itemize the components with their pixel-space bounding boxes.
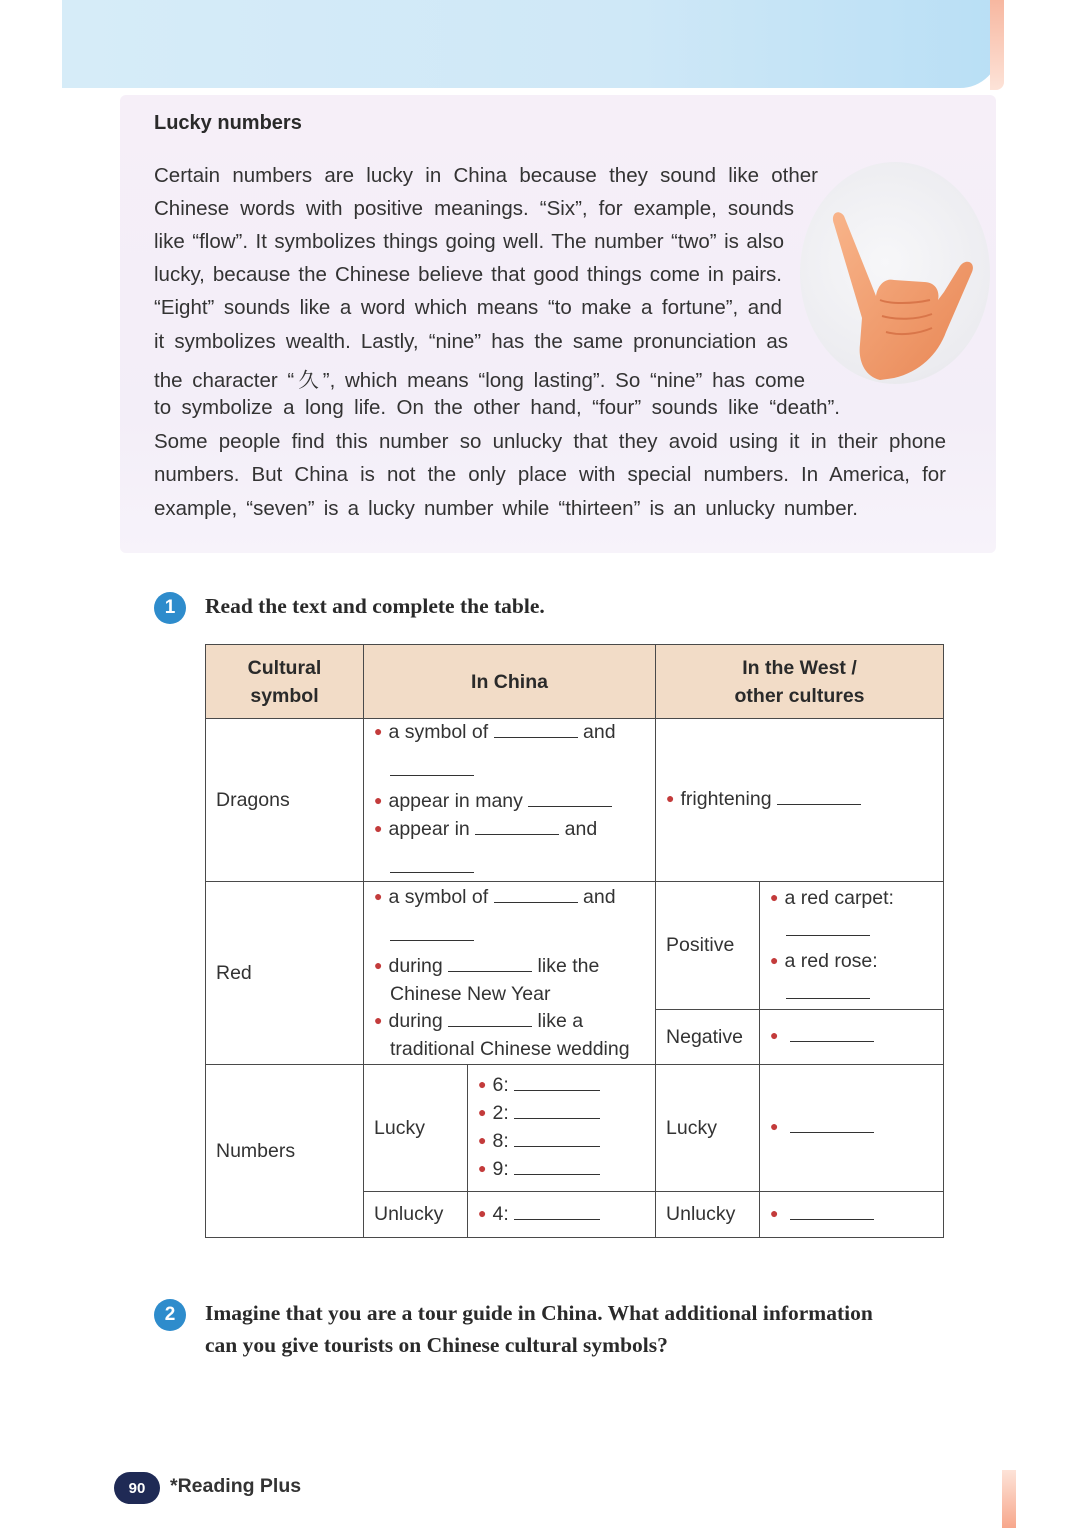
question-2-text-line2: can you give tourists on Chinese cultural symbols?: [205, 1333, 668, 1357]
answer-blank[interactable]: [448, 1008, 532, 1027]
page-number-badge: 90: [114, 1472, 160, 1504]
bullet-dot-icon: ●: [770, 1027, 779, 1043]
passage-line: example, “seven” is a lucky number while “thirteen” is an unlucky number.: [154, 497, 858, 520]
bullet-dot-icon: ●: [478, 1204, 487, 1221]
cell-text: like a: [537, 1009, 584, 1032]
cell-text: 4:: [492, 1202, 509, 1225]
cell-text: a symbol of: [388, 721, 489, 743]
bullet-dot-icon: ●: [374, 887, 383, 904]
passage-line: Chinese words with positive meanings. “Six”, for example, sounds: [154, 197, 794, 220]
red-china-cell: [364, 882, 656, 1065]
cell-text: a red rose:: [784, 949, 878, 972]
bullet-dot-icon: ●: [478, 1076, 487, 1092]
answer-blank[interactable]: [777, 786, 861, 805]
bullet-dot-icon: ●: [770, 951, 779, 968]
cell-text: traditional Chinese wedding: [390, 1037, 630, 1060]
cell-text: and: [583, 721, 616, 743]
bullet-dot-icon: ●: [770, 888, 779, 905]
numbers-west-unlucky-cell: [760, 1192, 944, 1238]
answer-blank[interactable]: [786, 980, 870, 999]
answer-blank[interactable]: [790, 1114, 874, 1133]
passage-line: Some people find this number so unlucky that they avoid using it in their phone: [154, 430, 946, 453]
passage-line: “Eight” sounds like a word which means “to make a fortune”, and: [154, 296, 782, 319]
cell-text: appear in many: [388, 790, 523, 812]
answer-blank[interactable]: [390, 922, 474, 941]
section-name: *Reading Plus: [170, 1475, 302, 1497]
red-negative-cell: [760, 1010, 944, 1065]
answer-blank[interactable]: [786, 917, 870, 936]
cell-text: appear in: [388, 818, 470, 840]
dragons-west-cell: [656, 719, 944, 882]
cell-text: 6:: [492, 1074, 509, 1096]
passage-line: it symbolizes wealth. Lastly, “nine” has the same pronunciation as: [154, 330, 788, 353]
question-2-text-line1: Imagine that you are a tour guide in China. What additional information: [205, 1301, 873, 1325]
row-label-numbers: Numbers: [206, 1065, 364, 1238]
top-header-band: [62, 0, 1000, 88]
row-label-dragons: Dragons: [206, 719, 364, 882]
header-text: symbol: [250, 684, 319, 707]
numbers-west-lucky-label: Lucky: [656, 1065, 760, 1192]
answer-blank[interactable]: [475, 816, 559, 835]
reading-title: Lucky numbers: [154, 112, 302, 134]
answer-blank[interactable]: [494, 884, 578, 903]
answer-blank[interactable]: [790, 1023, 874, 1042]
header-text: Cultural: [247, 656, 322, 679]
bullet-dot-icon: ●: [478, 1104, 487, 1120]
answer-blank[interactable]: [514, 1128, 600, 1147]
table-row-numbers: [206, 1065, 944, 1192]
cell-text: Chinese New Year: [390, 982, 551, 1005]
cell-text: during: [388, 1009, 443, 1032]
numbers-china-unlucky-label: Unlucky: [364, 1192, 468, 1238]
numbers-china-lucky-label: Lucky: [364, 1065, 468, 1192]
red-negative-label: Negative: [656, 1010, 760, 1065]
passage-line: Certain numbers are lucky in China because they sound like other: [154, 164, 818, 187]
cell-text: 8:: [492, 1130, 509, 1152]
answer-blank[interactable]: [514, 1072, 600, 1091]
bullet-dot-icon: ●: [666, 790, 675, 806]
table-header-row: [206, 645, 944, 719]
answer-blank[interactable]: [514, 1156, 600, 1175]
answer-blank[interactable]: [390, 757, 474, 776]
answer-blank[interactable]: [514, 1201, 600, 1220]
bullet-dot-icon: ●: [374, 820, 383, 836]
bullet-dot-icon: ●: [374, 956, 383, 973]
header-text: other cultures: [734, 684, 865, 707]
numbers-west-lucky-cell: [760, 1065, 944, 1192]
answer-blank[interactable]: [790, 1201, 874, 1220]
answer-blank[interactable]: [448, 953, 532, 972]
table-row-red: [206, 882, 944, 1010]
hand-gesture-six-icon: [820, 200, 980, 390]
passage-line: lucky, because the Chinese believe that good things come in pairs.: [154, 263, 782, 286]
bullet-dot-icon: ●: [478, 1160, 487, 1176]
header-in-the-west: [656, 645, 944, 719]
numbers-china-unlucky-cell: [468, 1192, 656, 1238]
page-edge-accent: [1002, 1470, 1016, 1528]
bullet-dot-icon: ●: [374, 1011, 383, 1028]
cell-text: like the: [537, 954, 600, 977]
passage-line: like “flow”. It symbolizes things going well. The number “two” is also: [154, 230, 784, 253]
cell-text: a red carpet:: [784, 886, 894, 909]
numbers-china-lucky-cell: [468, 1065, 656, 1192]
cell-text: 9:: [492, 1158, 509, 1180]
numbers-west-unlucky-label: Unlucky: [656, 1192, 760, 1238]
passage-line: to symbolize a long life. On the other hand, “four” sounds like “death”.: [154, 396, 840, 419]
bullet-dot-icon: ●: [478, 1132, 487, 1148]
cell-text: 2:: [492, 1102, 509, 1124]
question-1-text: Read the text and complete the table.: [205, 594, 545, 618]
question-1-badge: 1: [154, 592, 186, 624]
bullet-dot-icon: ●: [374, 792, 383, 808]
passage-line: the character “久”, which means “long lasting”. So “nine” has come: [154, 369, 805, 392]
answer-blank[interactable]: [390, 854, 474, 873]
cell-text: frightening: [680, 788, 772, 810]
bullet-dot-icon: ●: [770, 1204, 779, 1221]
cell-text: and: [564, 818, 598, 840]
answer-blank[interactable]: [528, 788, 612, 807]
header-text: In the West /: [742, 656, 857, 679]
question-2-badge: 2: [154, 1299, 186, 1331]
red-positive-cell: [760, 882, 944, 1010]
answer-blank[interactable]: [514, 1100, 600, 1119]
cell-text: during: [388, 954, 443, 977]
table-row-dragons: [206, 719, 944, 882]
cell-text: Positive: [666, 934, 735, 956]
cell-text: a symbol of: [388, 885, 489, 908]
header-cultural-symbol: [206, 645, 364, 719]
passage-line: numbers. But China is not the only place with special numbers. In America, for: [154, 463, 946, 486]
cell-text: and: [583, 885, 616, 908]
header-in-china: In China: [364, 645, 656, 719]
bullet-dot-icon: ●: [770, 1118, 779, 1134]
dragons-china-cell: [364, 719, 656, 882]
answer-blank[interactable]: [494, 719, 578, 738]
cultural-symbols-table: [205, 644, 944, 1238]
red-positive-label: [656, 882, 760, 1010]
bullet-dot-icon: ●: [374, 723, 383, 739]
page-corner-accent: [990, 0, 1004, 90]
row-label-red: Red: [206, 882, 364, 1065]
